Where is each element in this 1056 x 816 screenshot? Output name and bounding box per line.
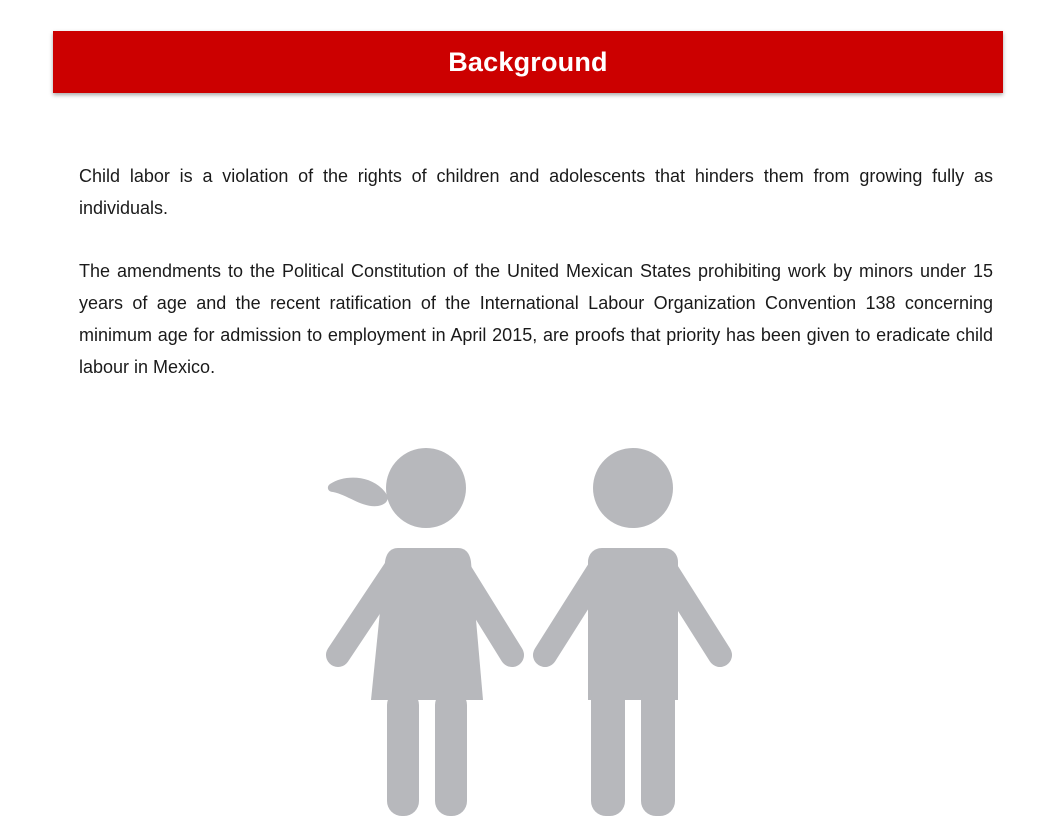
body-text <box>79 160 993 414</box>
paragraph-intro: Child labor is a violation of the rights of children and adolescents that hinders them from growing fully as individuals. <box>79 166 993 218</box>
boy-icon <box>545 448 720 816</box>
title-banner <box>53 31 1003 93</box>
page-title: Background <box>448 46 608 77</box>
children-illustration <box>320 440 740 816</box>
girl-icon <box>328 448 512 816</box>
paragraph-amendments: The amendments to the Political Constitution of the United Mexican States prohibiting work by minors under 15 years of age and the recent ratification of the International Labour Organization Convention 138 concerning minimum age for admission to employment in April 2015, are proofs that priority has been given to eradicate child labour in Mexico. <box>79 261 993 377</box>
